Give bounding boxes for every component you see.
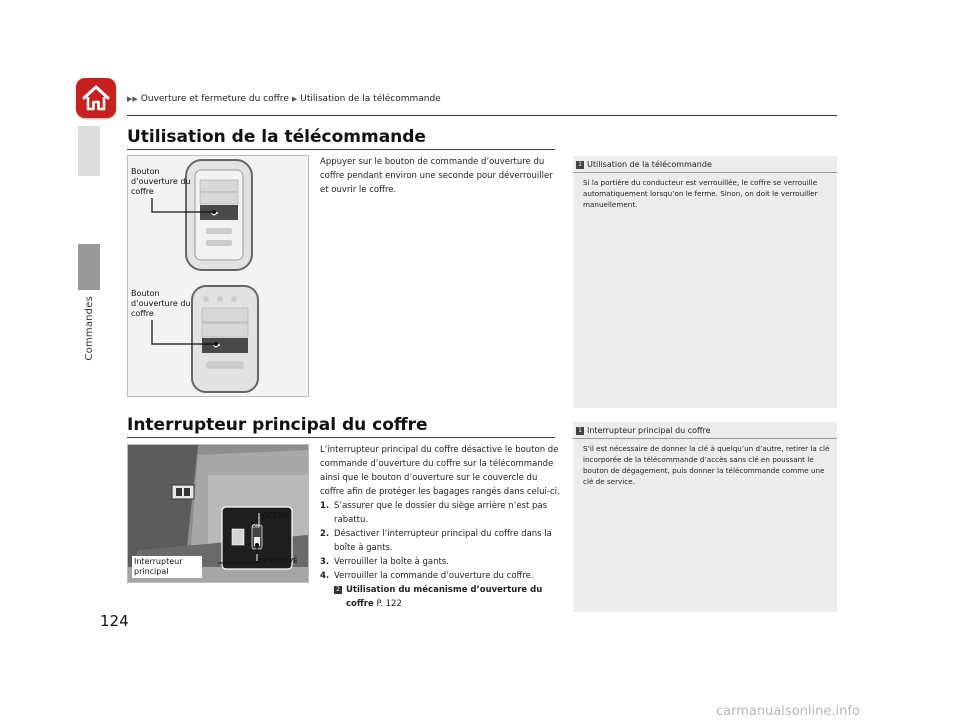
watermark: carmanualsonline.info <box>716 704 860 719</box>
sidebar-tab-top <box>78 126 100 176</box>
step-text: Désactiver l’interrupteur principal du coffre dans la boîte à gants. <box>334 529 552 553</box>
section-title: Interrupteur principal du coffre <box>127 415 428 435</box>
breadcrumb-item[interactable]: Utilisation de la télécommande <box>300 94 441 104</box>
reference-page: P. 122 <box>376 599 402 609</box>
step-text: S’assurer que le dossier du siège arrière n’est pas rabattu. <box>334 501 548 525</box>
label-activated: ACTIVÉ <box>262 511 291 520</box>
breadcrumb-arrow-icon: ▶ <box>291 95 298 103</box>
breadcrumb <box>127 94 441 104</box>
section2-intro: L’interrupteur principal du coffre désactive le bouton de commande d’ouverture du coffre sur la télécommande ainsi que le bouton d’ouverture sur le couvercle du coffre afin de protéger les bagages rangés dans celui-ci. <box>320 445 560 497</box>
step-item <box>320 527 560 555</box>
callout-trunk-button-bottom: Bouton d’ouverture du coffre <box>131 289 191 318</box>
step-item <box>320 569 560 583</box>
reference-label: Utilisation du mécanisme d’ouverture du coffre <box>346 585 543 609</box>
glovebox-photo <box>127 444 309 583</box>
step-text: Verrouiller la boîte à gants. <box>334 557 449 567</box>
reference-arrow-icon: 2 <box>334 586 342 594</box>
note-header <box>573 422 837 439</box>
step-text: Verrouiller la commande d’ouverture du coffre. <box>334 571 534 581</box>
step-item <box>320 555 560 569</box>
note-header <box>573 156 837 173</box>
home-icon <box>81 84 111 112</box>
note-number-icon: 1 <box>576 427 584 435</box>
cross-reference-text <box>346 583 560 611</box>
section-title: Utilisation de la télécommande <box>127 127 426 147</box>
step-number: 4. <box>320 571 330 581</box>
note-panel-main-switch <box>573 422 837 612</box>
note-title: Utilisation de la télécommande <box>587 160 712 169</box>
step-number: 1. <box>320 501 330 511</box>
note-text: S’il est nécessaire de donner la clé à quelqu’un d’autre, retirer la clé incorporée de la télécommande d’accès sans clé en poussant le bouton de dégagement, puis donner la télécommande comme une clé de service. <box>583 444 830 486</box>
step-number: 2. <box>320 529 330 539</box>
note-panel-remote <box>573 156 837 408</box>
sidebar-section-label: Commandes <box>84 296 95 361</box>
steps-list <box>320 499 560 611</box>
section-rule <box>127 149 555 150</box>
note-text: Si la portière du conducteur est verrouillée, le coffre se verrouille automatiquement lorsqu’on le ferme. Sinon, on doit le verrouiller manuellement. <box>583 178 818 209</box>
step-number: 3. <box>320 557 330 567</box>
switch-on-marking: ON <box>252 524 260 530</box>
cross-reference-link[interactable] <box>334 583 560 611</box>
breadcrumb-arrow-icon: ▶▶ <box>127 95 138 103</box>
note-number-icon: 1 <box>576 161 584 169</box>
breadcrumb-item[interactable]: Ouverture et fermeture du coffre <box>140 94 289 104</box>
note-title: Interrupteur principal du coffre <box>587 426 711 435</box>
label-main-switch: Interrupteur principal <box>132 556 202 578</box>
remote-illustration <box>127 155 309 397</box>
callout-trunk-button-top: Bouton d’ouverture du coffre <box>131 167 191 196</box>
step-item <box>320 499 560 527</box>
sidebar-tab-commandes[interactable] <box>78 244 100 290</box>
label-deactivated: DÉSACTIVÉ <box>258 557 298 565</box>
section-rule <box>127 437 555 438</box>
home-button[interactable] <box>76 78 116 118</box>
header-rule <box>127 115 837 116</box>
section1-intro: Appuyer sur le bouton de commande d’ouverture du coffre pendant environ une seconde pour déverrouiller et ouvrir le coffre. <box>320 157 553 195</box>
page-number: 124 <box>100 612 129 630</box>
